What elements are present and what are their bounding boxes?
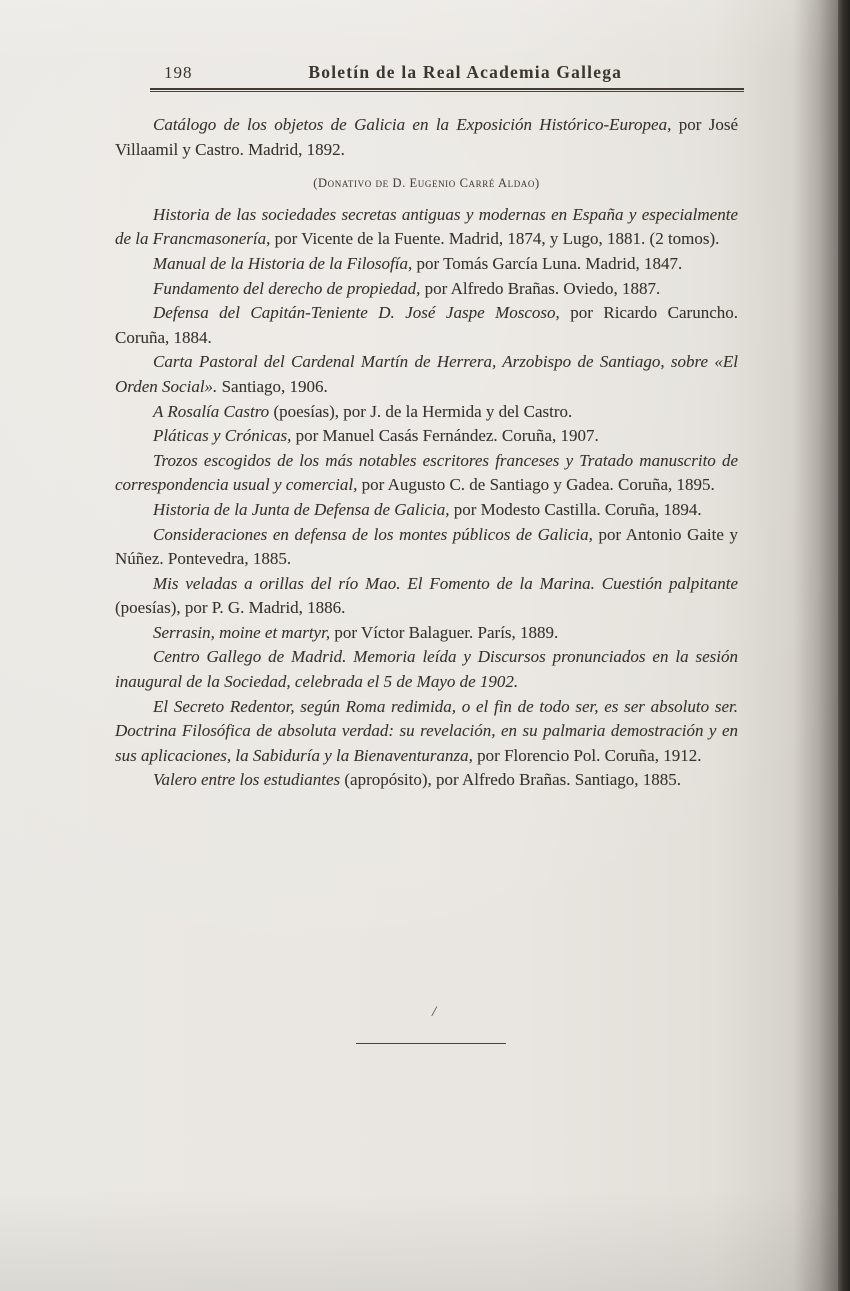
catalog-entry bbox=[115, 645, 738, 694]
entry-title: Catálogo de los objetos de Galicia en la Exposición Histórico-Europea, bbox=[153, 115, 679, 134]
entry-details: por José Villaamil y Castro. Madrid, 1892. bbox=[115, 115, 738, 159]
entry-title: Pláticas y Crónicas, bbox=[153, 426, 296, 446]
entry-title: Serrasin, moine et martyr, bbox=[153, 622, 335, 642]
entry-details: por Víctor Balaguer. París, 1889. bbox=[334, 622, 559, 642]
section-end-rule bbox=[356, 1043, 506, 1044]
header-double-rule bbox=[150, 88, 744, 92]
catalog-entry bbox=[115, 113, 738, 162]
catalog-entry bbox=[115, 301, 738, 350]
entry-details: por Modesto Castilla. Coruña, 1894. bbox=[453, 499, 702, 519]
entry-title: Manual de la Historia de la Filosofía, bbox=[153, 253, 417, 273]
catalog-entry bbox=[115, 498, 738, 523]
entry-title: Fundamento del derecho de propiedad, bbox=[153, 278, 425, 298]
running-title: Boletín de la Real Academia Gallega bbox=[308, 62, 623, 82]
catalog-entry bbox=[115, 203, 738, 252]
entry-details: por Antonio Gaite y Núñez. Pontevedra, 1885. bbox=[115, 524, 738, 569]
entry-details: por Ricardo Caruncho. Coruña, 1884. bbox=[115, 303, 738, 347]
entry-details: por Tomás García Luna. Madrid, 1847. bbox=[416, 253, 683, 273]
catalog-entry bbox=[115, 572, 738, 621]
entry-details: por Alfredo Brañas. Oviedo, 1887. bbox=[424, 278, 661, 298]
entry-title: Trozos escogidos de los más notables escritores franceses y Tratado manuscrito de correspondencia usual y comercial, bbox=[115, 450, 738, 495]
page-header bbox=[118, 62, 738, 83]
entry-title: Historia de las sociedades secretas antiguas y modernas en España y especialmente de la Francmasonería, bbox=[115, 204, 738, 249]
scan-edge-strip bbox=[838, 0, 850, 1291]
catalog-entry bbox=[115, 449, 738, 498]
entry-title: Carta Pastoral del Cardenal Martín de Herrera, Arzobispo de Santiago, sobre «El Orden Social». bbox=[115, 352, 738, 396]
entry-details: por Vicente de la Fuente. Madrid, 1874, y Lugo, 1881. (2 tomos). bbox=[274, 229, 720, 249]
catalog-entry bbox=[115, 768, 738, 793]
catalog-entry bbox=[115, 277, 738, 302]
entry-details: (poesías), por P. G. Madrid, 1886. bbox=[115, 598, 346, 618]
entry-details: (apropósito), por Alfredo Brañas. Santiago, 1885. bbox=[344, 770, 682, 790]
entry-title: Historia de la Junta de Defensa de Galicia, bbox=[153, 499, 454, 519]
entry-title: Mis veladas a orillas del río Mao. El Fomento de la Marina. Cuestión palpitante bbox=[153, 573, 738, 593]
catalog-entry bbox=[115, 252, 738, 277]
entry-details: por Manuel Casás Fernández. Coruña, 1907. bbox=[295, 426, 599, 446]
entry-title: Defensa del Capitán-Teniente D. José Jaspe Moscoso, bbox=[153, 303, 571, 323]
catalog-entry bbox=[115, 523, 738, 572]
entry-title: Valero entre los estudiantes bbox=[153, 770, 345, 790]
entry-title: Consideraciones en defensa de los montes públicos de Galicia, bbox=[153, 524, 599, 544]
entry-details: por Augusto C. de Santiago y Gadea. Coruña, 1895. bbox=[361, 475, 715, 495]
entry-title: Centro Gallego de Madrid. Memoria leída y Discursos pronunciados en la sesión inaugural de la Sociedad, celebrada el 5 de Mayo de 1902. bbox=[115, 647, 738, 692]
catalog-entry bbox=[115, 400, 738, 425]
donation-heading: (Donativo de D. Eugenio Carré Aldao) bbox=[313, 176, 540, 191]
catalog-list bbox=[115, 113, 738, 793]
catalog-entry bbox=[115, 621, 738, 646]
entry-title: A Rosalía Castro bbox=[153, 401, 274, 421]
stray-mark: / bbox=[432, 1004, 437, 1020]
catalog-entry bbox=[115, 424, 738, 449]
entry-details: (poesías), por J. de la Hermida y del Castro. bbox=[273, 401, 573, 421]
catalog-entry bbox=[115, 350, 738, 399]
entry-details: por Florencio Pol. Coruña, 1912. bbox=[477, 745, 702, 765]
page-number: 198 bbox=[164, 63, 193, 82]
entry-details: Santiago, 1906. bbox=[221, 376, 328, 396]
entry-title: El Secreto Redentor, según Roma redimida, o el fin de todo ser, es ser absoluto ser. Doctrina Filosófica de absoluta verdad: su revelación, en su palmaria demostración y en sus aplicaciones, la Sabiduría y la Bienaventuranza, bbox=[115, 696, 738, 765]
catalog-entry bbox=[115, 695, 738, 769]
book-spine-shadow bbox=[793, 0, 839, 1291]
